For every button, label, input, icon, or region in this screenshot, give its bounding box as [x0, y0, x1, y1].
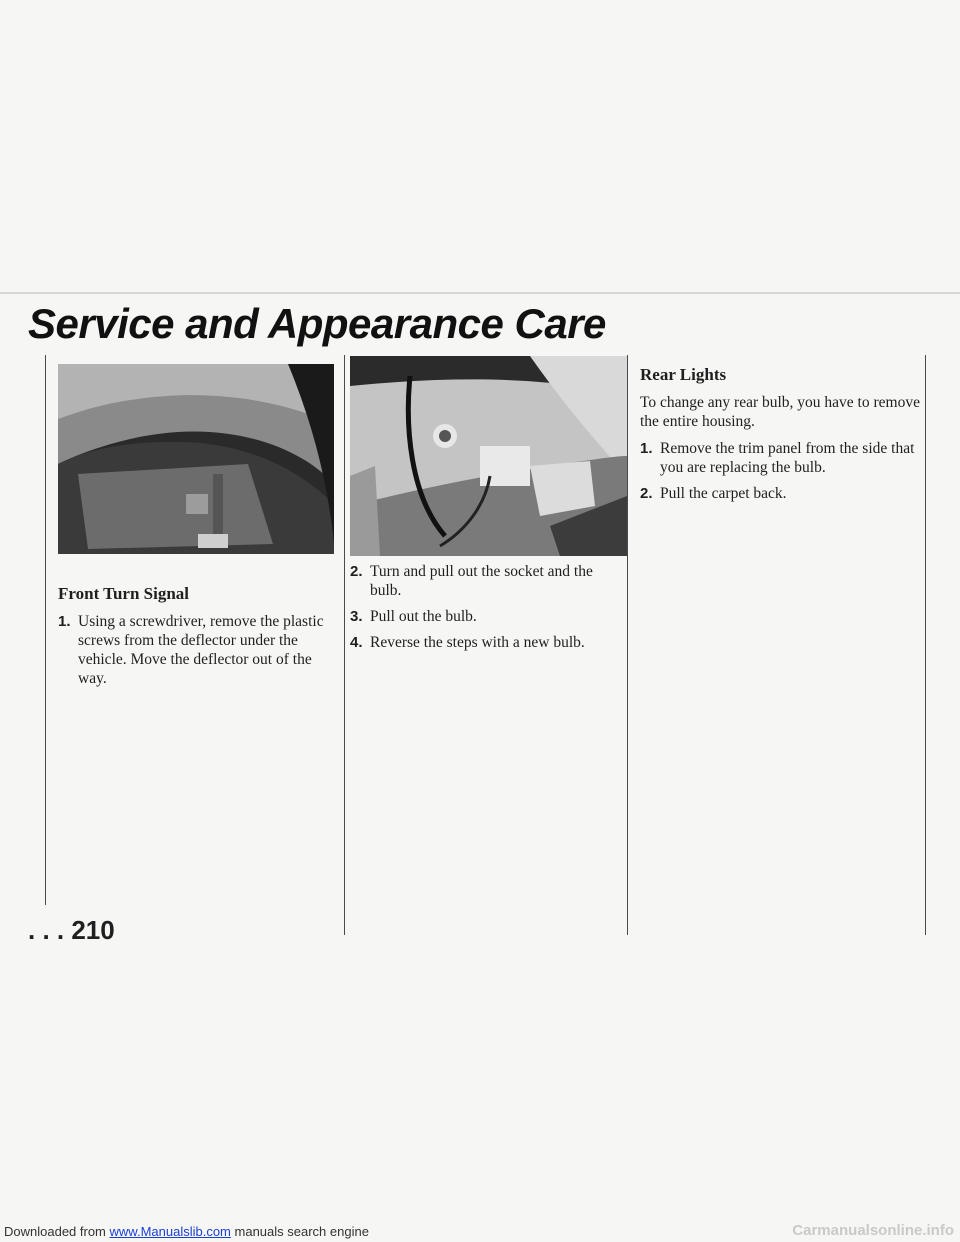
download-footer: [0, 1222, 960, 1242]
step-text: Turn and pull out the socket and the bulb.: [370, 563, 593, 599]
step-number: 2.: [640, 485, 653, 502]
step-text: Reverse the steps with a new bulb.: [370, 634, 585, 651]
rear-lights-intro: To change any rear bulb, you have to remove the entire housing.: [640, 394, 920, 430]
middle-column: [350, 562, 620, 659]
step-number: 1.: [640, 440, 653, 457]
right-column: [640, 365, 920, 510]
rear-lights-title: Rear Lights: [640, 365, 727, 384]
column-rule: [45, 355, 46, 905]
footer-prefix: Downloaded from: [4, 1224, 106, 1239]
step-text: Using a screwdriver, remove the plastic screws from the deflector under the vehicle. Move the deflector out of the way.: [78, 613, 324, 687]
page-number: . . . 210: [28, 915, 115, 945]
footer-suffix: manuals search engine: [234, 1224, 369, 1239]
step-number: 3.: [350, 608, 363, 625]
step-item: [350, 607, 620, 626]
step-number: 4.: [350, 634, 363, 651]
step-text: Pull the carpet back.: [660, 485, 787, 502]
deflector-photo: [58, 364, 334, 554]
left-column: [58, 584, 340, 695]
bulb-socket-photo: [350, 356, 627, 556]
step-item: [350, 633, 620, 652]
step-item: [350, 562, 620, 600]
manualslib-link[interactable]: www.Manualslib.com: [109, 1224, 231, 1239]
section-heading: Service and Appearance Care: [28, 300, 606, 347]
column-rule: [344, 355, 345, 935]
step-text: Pull out the bulb.: [370, 608, 477, 625]
column-rule: [627, 355, 628, 935]
step-item: [58, 612, 340, 688]
footer-credit: [4, 1224, 369, 1239]
column-rule: [925, 355, 926, 935]
step-text: Remove the trim panel from the side that you are replacing the bulb.: [660, 440, 915, 476]
step-number: 2.: [350, 563, 363, 580]
step-item: [640, 484, 920, 503]
front-turn-signal-title: Front Turn Signal: [58, 584, 190, 603]
step-item: [640, 439, 920, 477]
watermark-text: Carmanualsonline.info: [792, 1222, 954, 1239]
top-divider: [0, 292, 960, 294]
step-number: 1.: [58, 613, 71, 630]
